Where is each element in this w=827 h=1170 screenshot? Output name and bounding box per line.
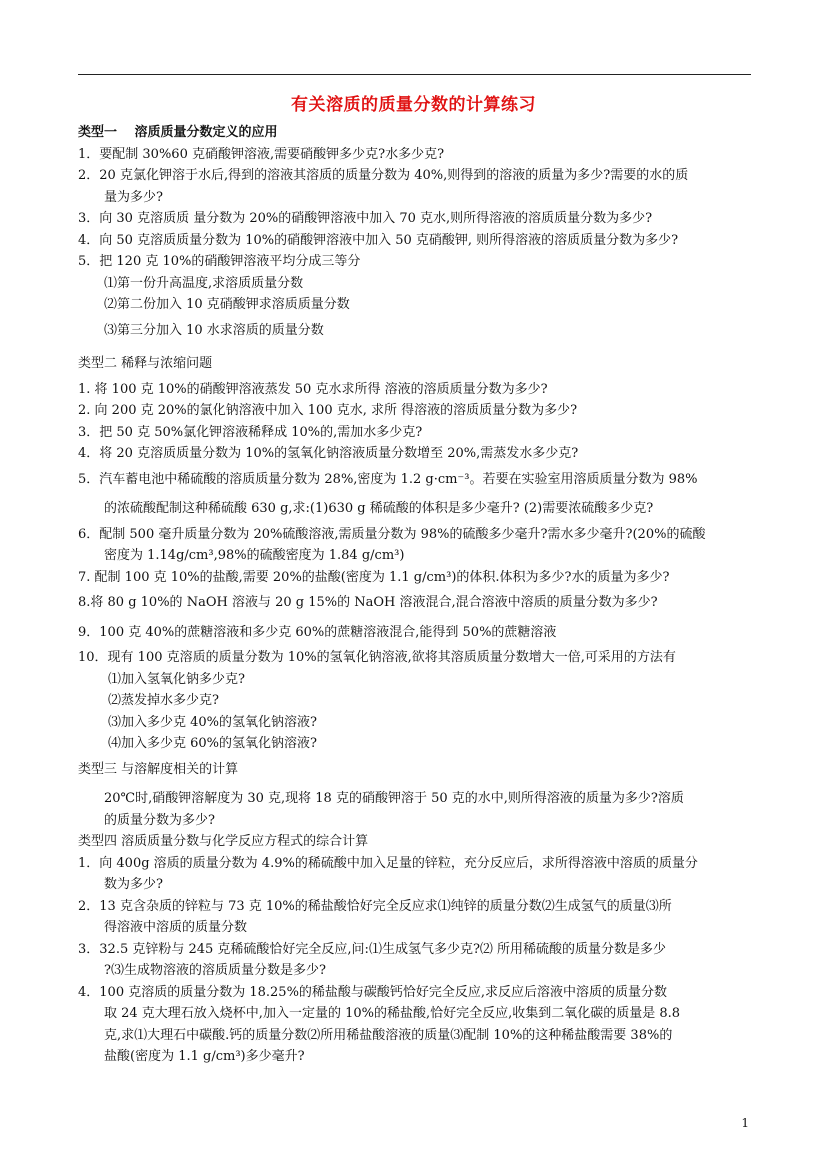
sub-question: ⑴第一份升高温度,求溶质质量分数 — [104, 275, 304, 291]
question-line: 1．要配制 30%60 克硝酸钾溶液,需要硝酸钾多少克?水多少克? — [78, 146, 445, 162]
question-line: 2. 向 200 克 20%的氯化钠溶液中加入 100 克水, 求所 得溶液的溶质质量分数为多少? — [78, 403, 578, 418]
question-line: 4．将 20 克溶质质量分数为 10%的氢氧化钠溶液质量分数增至 20%,需蒸发水多少克? — [78, 446, 579, 461]
question-line: 取 24 克大理石放入烧杯中,加入一定量的 10%的稀盐酸,恰好完全反应,收集到二氧化碳的质量是 8.8 — [104, 1006, 681, 1021]
section-heading: 类型一 溶质质量分数定义的应用 — [78, 125, 278, 140]
header-rule — [78, 74, 751, 75]
question-line: ?⑶生成物溶液的溶质质量分数是多少? — [104, 963, 326, 978]
question-line: 2．13 克含杂质的锌粒与 73 克 10%的稀盐酸恰好完全反应求⑴纯锌的质量分数⑵生成氢气的质量⑶所 — [78, 898, 672, 914]
question-line: 盐酸(密度为 1.1 g/cm³)多少毫升? — [104, 1049, 305, 1064]
section-heading: 类型二 稀释与浓缩问题 — [78, 356, 213, 371]
sub-question: ⑶加入多少克 40%的氢氧化钠溶液? — [108, 714, 317, 730]
question-line: 的浓硫酸配制这种稀硫酸 630 g,求:(1)630 g 稀硫酸的体积是多少毫升? (2)需要浓硫酸多少克? — [104, 501, 654, 516]
question-line: 3．32.5 克锌粉与 245 克稀硫酸恰好完全反应,问:⑴生成氢气多少克?⑵ 所用稀硫酸的质量分数是多少 — [78, 941, 667, 957]
question-line: 密度为 1.14g/cm³,98%的硫酸密度为 1.84 g/cm³) — [104, 548, 405, 563]
question-line: 的质量分数为多少? — [104, 812, 215, 828]
question-line: 8.将 80 g 10%的 NaOH 溶液与 20 g 15%的 NaOH 溶液混合,混合溶液中溶质的质量分数为多少? — [78, 595, 658, 610]
section-heading: 类型三 与溶解度相关的计算 — [78, 761, 239, 777]
question-line: 3．把 50 克 50%氯化钾溶液稀释成 10%的,需加水多少克? — [78, 424, 423, 440]
page-number: 1 — [741, 1116, 749, 1130]
question-line: 20℃时,硝酸钾溶解度为 30 克,现将 18 克的硝酸钾溶于 50 克的水中,则所得溶液的质量为多少?溶质 — [104, 791, 684, 806]
question-line: 10．现有 100 克溶质的质量分数为 10%的氢氧化钠溶液,欲将其溶质质量分数增大一倍,可采用的方法有 — [78, 650, 676, 665]
sub-question: ⑷加入多少克 60%的氢氧化钠溶液? — [108, 736, 317, 751]
question-line: 7. 配制 100 克 10%的盐酸,需要 20%的盐酸(密度为 1.1 g/cm³)的体积.体积为多少?水的质量为多少? — [78, 569, 670, 585]
question-line: 克,求⑴大理石中碳酸.钙的质量分数⑵所用稀盐酸溶液的质量⑶配制 10%的这种稀盐酸需要 38%的 — [104, 1027, 673, 1043]
sub-question: ⑶第三分加入 10 水求溶质的质量分数 — [104, 322, 324, 338]
question-line: 量为多少? — [104, 189, 163, 205]
section-heading: 类型四 溶质质量分数与化学反应方程式的综合计算 — [78, 834, 369, 849]
sub-question: ⑴加入氢氧化钠多少克? — [108, 671, 245, 687]
question-line: 5．汽车蓄电池中稀硫酸的溶质质量分数为 28%,密度为 1.2 g·cm⁻³。若要在实验室用溶质质量分数为 98% — [78, 471, 698, 487]
question-line: 6．配制 500 毫升质量分数为 20%硫酸溶液,需质量分数为 98%的硫酸多少毫升?需水多少毫升?(20%的硫酸 — [78, 526, 706, 542]
sub-question: ⑵蒸发掉水多少克? — [108, 693, 219, 708]
question-line: 4．100 克溶质的质量分数为 18.25%的稀盐酸与碳酸钙恰好完全反应,求反应后溶液中溶质的质量分数 — [78, 984, 668, 1000]
question-line: 1. 将 100 克 10%的硝酸钾溶液蒸发 50 克水求所得 溶液的溶质质量分数为多少? — [78, 381, 548, 397]
question-line: 得溶液中溶质的质量分数 — [104, 920, 248, 935]
question-line: 5．把 120 克 10%的硝酸钾溶液平均分成三等分 — [78, 254, 361, 269]
question-line: 数为多少? — [104, 877, 163, 892]
document-body — [78, 122, 750, 1068]
question-line: 4．向 50 克溶质质量分数为 10%的硝酸钾溶液中加入 50 克硝酸钾, 则所得溶液的溶质质量分数为多少? — [78, 232, 679, 248]
question-line: 3．向 30 克溶质质 量分数为 20%的硝酸钾溶液中加入 70 克水,则所得溶液的溶质质量分数为多少? — [78, 211, 653, 226]
document-title: 有关溶质的质量分数的计算练习 — [291, 95, 536, 115]
question-line: 9．100 克 40%的蔗糖溶液和多少克 60%的蔗糖溶液混合,能得到 50%的蔗糖溶液 — [78, 624, 557, 640]
question-line: 2．20 克氯化钾溶于水后,得到的溶液其溶质的质量分数为 40%,则得到的溶液的质量为多少?需要的水的质 — [78, 168, 689, 183]
sub-question: ⑵第二份加入 10 克硝酸钾求溶质质量分数 — [104, 297, 350, 312]
question-line: 1．向 400g 溶质的质量分数为 4.9%的稀硫酸中加入足量的锌粒，充分反应后，求所得溶液中溶质的质量分 — [78, 855, 698, 871]
